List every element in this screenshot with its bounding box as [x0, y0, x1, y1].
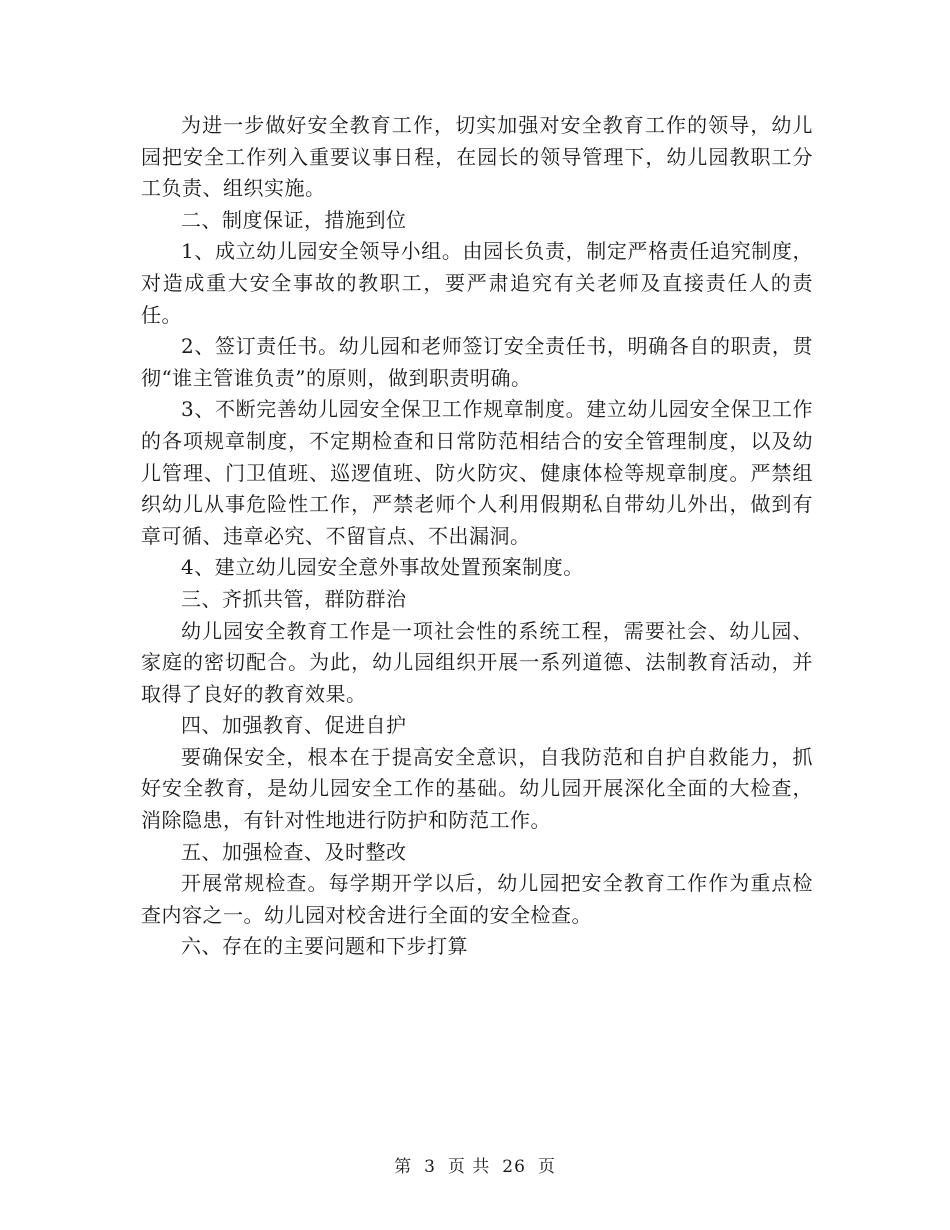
item-paragraph-1: 1、成立幼儿园安全领导小组。由园长负责，制定严格责任追究制度，对造成重大安全事故的教职工，要严肃追究有关老师及直接责任人的责任。 [141, 239, 813, 327]
document-body [141, 110, 813, 963]
section-paragraph-3: 幼儿园安全教育工作是一项社会性的系统工程，需要社会、幼儿园、家庭的密切配合。为此，幼儿园组织开展一系列道德、法制教育活动，并取得了良好的教育效果。 [141, 618, 813, 706]
intro-paragraph: 为进一步做好安全教育工作，切实加强对安全教育工作的领导，幼儿园把安全工作列入重要议事日程，在园长的领导管理下，幼儿园教职工分工负责、组织实施。 [141, 113, 813, 201]
footer-current-page: 3 [424, 1157, 436, 1177]
section-paragraph-4: 要确保安全，根本在于提高安全意识，自我防范和自护自救能力，抓好安全教育，是幼儿园安全工作的基础。幼儿园开展深化全面的大检查，消除隐患，有针对性地进行防护和防范工作。 [141, 744, 813, 833]
section-paragraph-5: 开展常规检查。每学期开学以后，幼儿园把安全教育工作作为重点检查内容之一。幼儿园对校舍进行全面的安全检查。 [141, 871, 813, 927]
item-paragraph-3: 3、不断完善幼儿园安全保卫工作规章制度。建立幼儿园安全保卫工作的各项规章制度，不定期检查和日常防范相结合的安全管理制度，以及幼儿管理、门卫值班、巡逻值班、防火防灾、健康体检等规章制度。严禁组织幼儿从事危险性工作，严禁老师个人利用假期私自带幼儿外出，做到有章可循、违章必究、不留盲点、不出漏洞。 [141, 397, 813, 548]
item-paragraph-2: 2、签订责任书。幼儿园和老师签订安全责任书，明确各自的职责，贯彻“谁主管谁负责”的原则，做到职责明确。 [141, 334, 813, 390]
footer-middle: 页 共 [447, 1157, 491, 1177]
section-heading-4: 四、加强教育、促进自护 [181, 713, 407, 738]
footer-total-pages: 26 [502, 1157, 526, 1177]
section-heading-5: 五、加强检查、及时整改 [181, 839, 407, 864]
section-heading-6: 六、存在的主要问题和下步打算 [181, 934, 468, 959]
page-footer [0, 1152, 950, 1177]
section-heading-2: 二、制度保证，措施到位 [181, 207, 407, 232]
section-heading-3: 三、齐抓共管，群防群治 [181, 586, 407, 611]
footer-prefix: 第 [394, 1157, 413, 1177]
footer-suffix: 页 [537, 1157, 556, 1177]
item-paragraph-4: 4、建立幼儿园安全意外事故处置预案制度。 [181, 555, 584, 580]
